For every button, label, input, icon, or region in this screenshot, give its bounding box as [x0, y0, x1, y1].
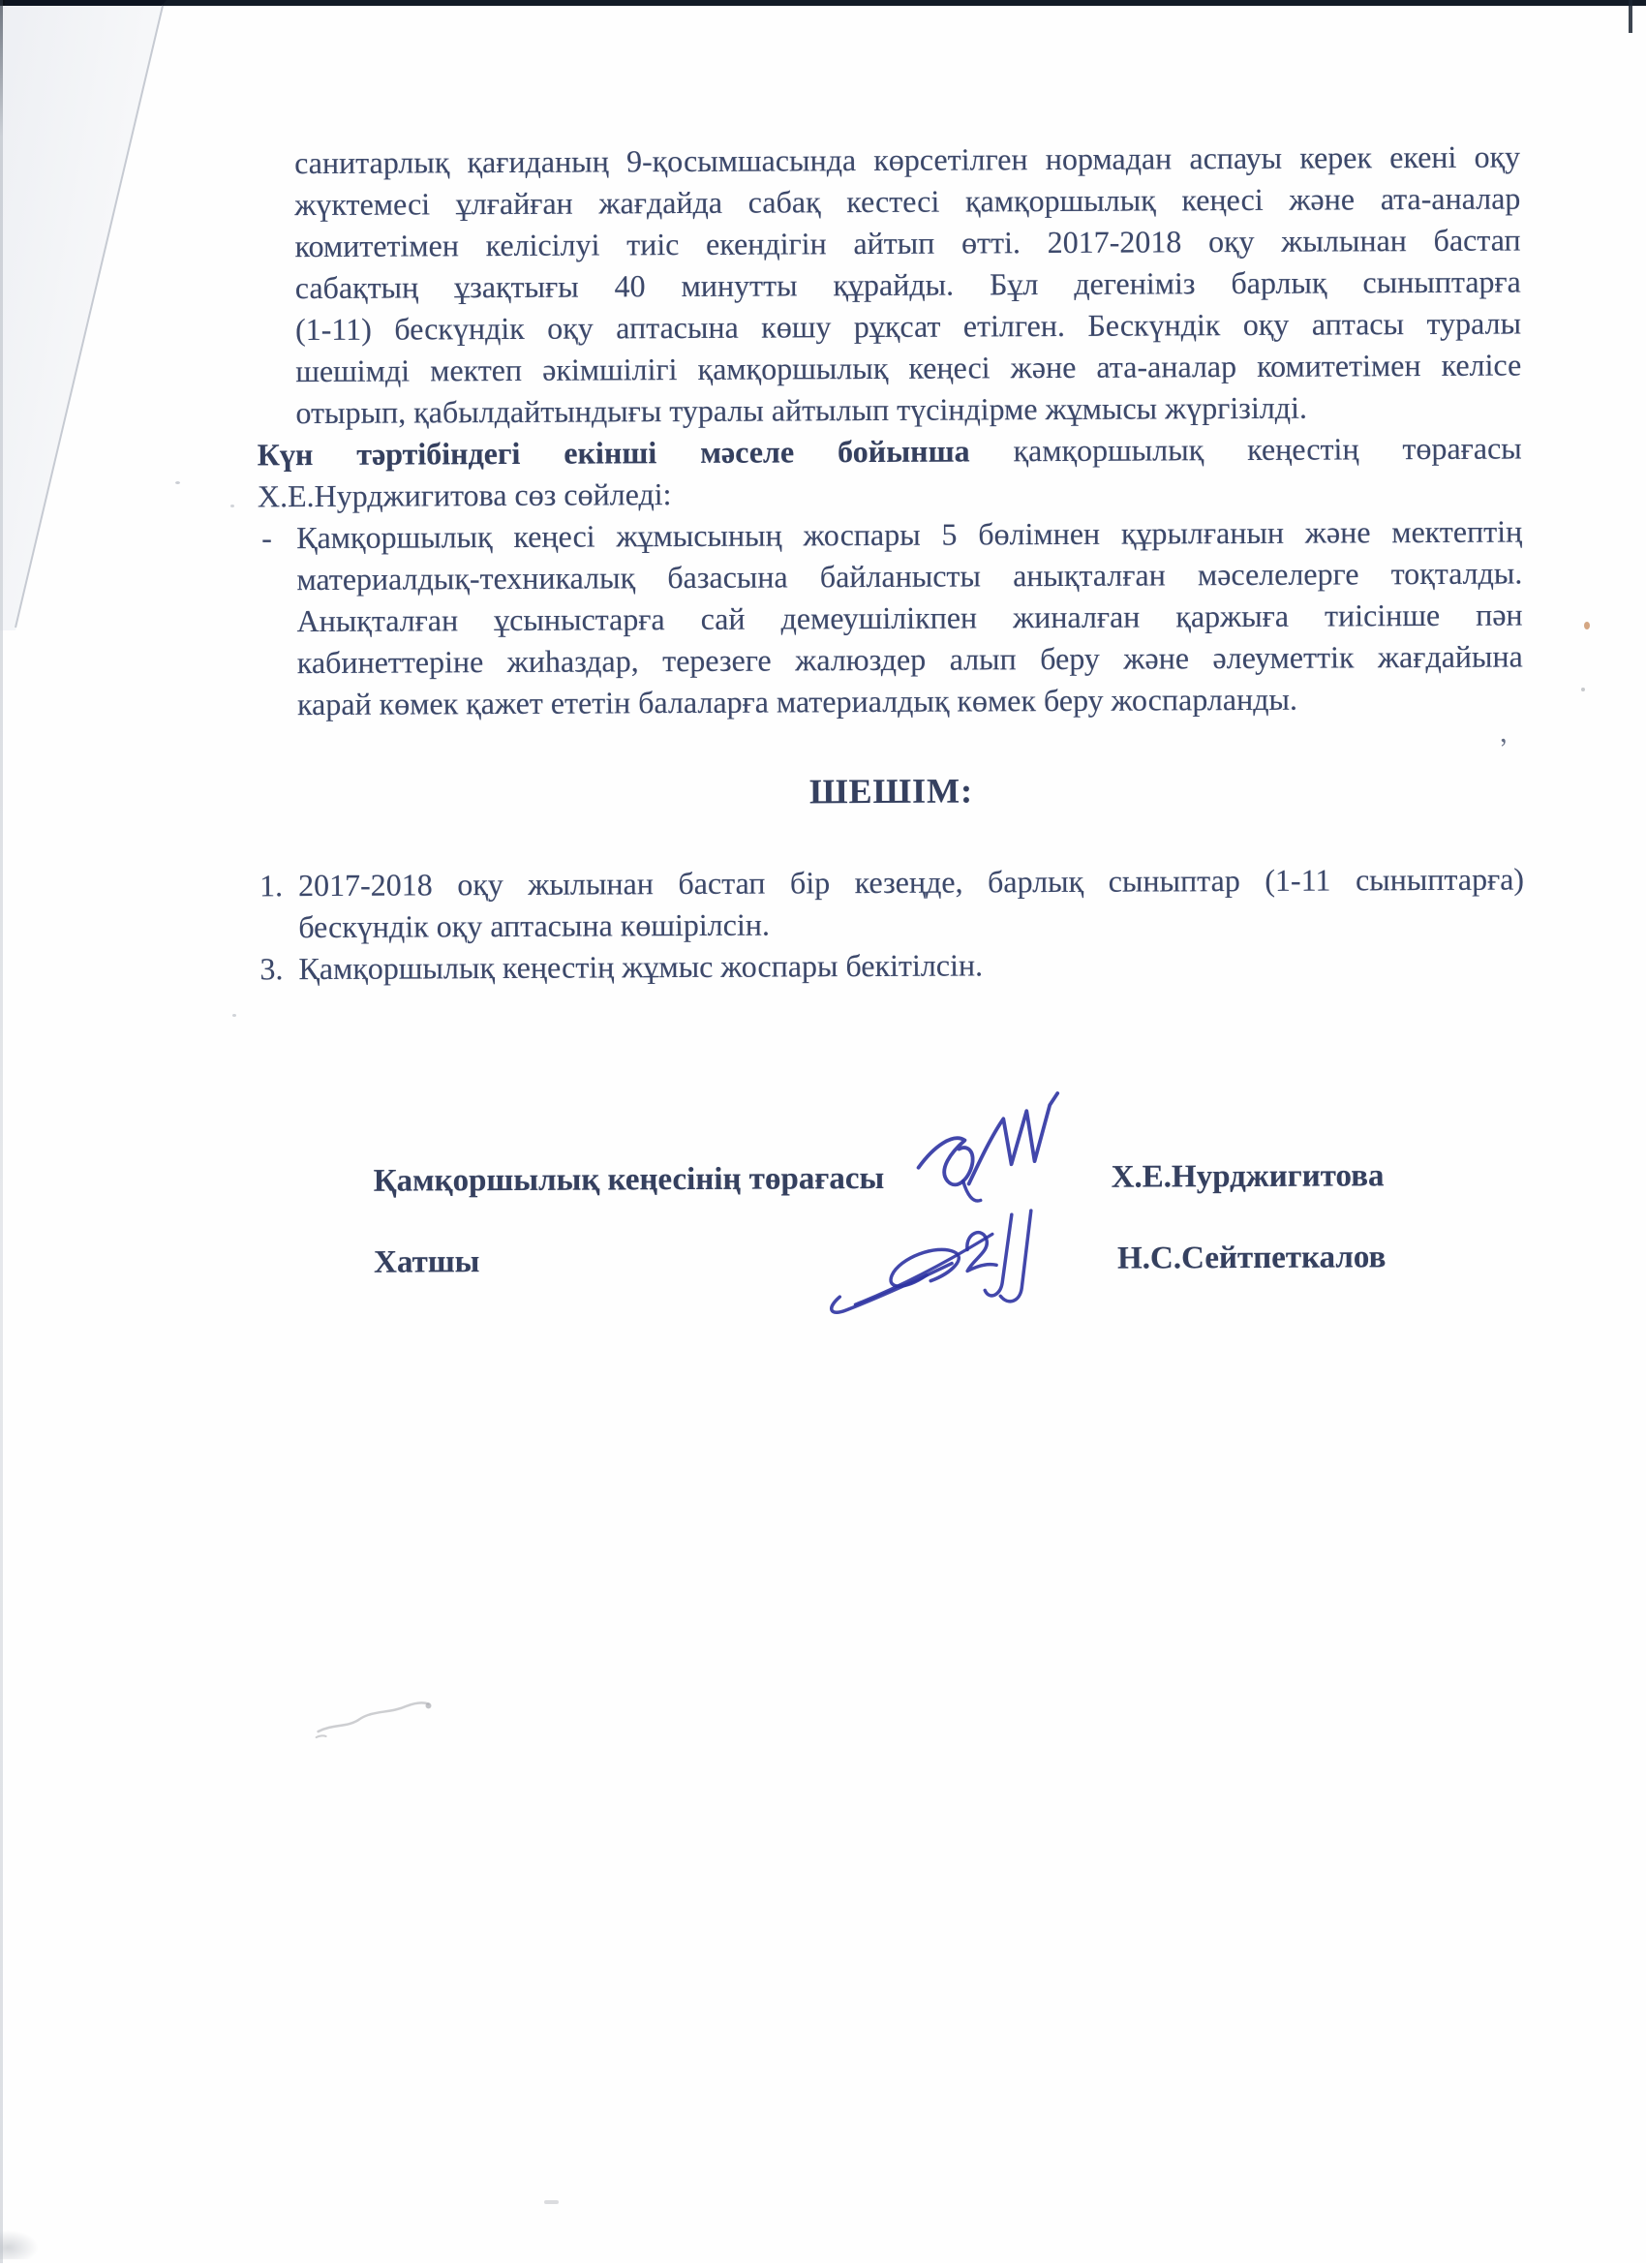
solution-heading: ШЕШІМ:	[808, 771, 974, 812]
text-column	[256, 136, 1525, 990]
agenda-rest: қамқоршылық кеңестің төрағасы	[1013, 430, 1522, 469]
signature-role-chairman: Қамқоршылық кеңесінің төрағасы	[373, 1160, 885, 1199]
text-line: комитетімен келісілуі тиіс екендігін айтып өтті. 2017-2018 оқу жылынан бастап	[294, 222, 1521, 264]
text-line: шешімді мектеп әкімшілігі қамқоршылық кеңесі және ата-аналар комитетімен келісе	[295, 347, 1522, 389]
paragraph-second-agenda	[258, 427, 1522, 517]
decision-list	[259, 858, 1525, 990]
text-line: отырып, қабылдайтындығы туралы айтылып түсіндірме жұмысы жүргізілді.	[295, 389, 1308, 431]
text-line: кабинеттеріне жиһаздар, терезеге жалюздер алып беру және әлеуметтік жағдайына	[296, 638, 1523, 681]
bullet-dash-marker: -	[261, 520, 272, 556]
signature-name-chairman: Х.Е.Нурджигитова	[1111, 1158, 1385, 1195]
signature-name-secretary: Н.С.Сейтпеткалов	[1116, 1240, 1387, 1276]
text-line: Х.Е.Нурджигитова сөз сөйледі:	[257, 476, 672, 514]
text-line: Қамқоршылық кеңестің жұмыс жоспары бекітілсін.	[298, 947, 984, 987]
text-line: материалдық-техникалық базасына байланысты анықталған мәселелерге тоқталды.	[296, 555, 1523, 598]
agenda-bold-lead: Күн тәртібіндегі екінші мәселе бойынша	[257, 433, 970, 473]
decision-number: 1.	[259, 868, 284, 904]
text-line: карай көмек қажет ететін балаларға материалдық көмек беру жоспарланды.	[296, 681, 1298, 722]
decision-item-1	[259, 858, 1524, 948]
decision-number: 3.	[259, 951, 284, 987]
secretary-signature	[822, 1201, 1113, 1321]
decision-item-3	[259, 941, 1524, 990]
bullet-item-plan	[258, 510, 1523, 725]
text-line: (1-11) бескүндік оқу аптасына көшу рұқсат етілген. Бескүндік оқу аптасы туралы	[294, 305, 1522, 348]
text-line: Қамқоршылық кеңесі жұмысының жоспары 5 бөлімнен құрылғанын және мектептің	[296, 513, 1523, 556]
text-line: 2017-2018 оқу жылынан бастап бір кезеңде, барлық сыныптар (1-11 сыныптарға)	[297, 861, 1525, 904]
text-line: Анықталған ұсыныстарға сай демеушілікпен жиналған қаржыға тиісінше пән	[296, 597, 1523, 639]
signature-role-secretary: Хатшы	[373, 1244, 480, 1280]
stray-ink-mark: ,	[1496, 716, 1509, 750]
text-line	[258, 427, 1522, 475]
paragraph-study-load	[256, 136, 1522, 434]
text-line: бескүндік оқу аптасына көшірілсін.	[298, 906, 771, 945]
text-line: санитарлық қағиданың 9-қосымшасында көрсетілген нормадан аспауы керек екені оқу	[294, 138, 1521, 181]
pencil-scribble	[314, 1692, 459, 1746]
chairman-signature	[908, 1089, 1117, 1214]
text-line: жүктемесі ұлғайған жағдайда сабақ кестесі қамқоршылық кеңесі және ата-аналар	[294, 180, 1521, 223]
text-line: сабақтың ұзақтығы 40 минутты құрайды. Бұл дегеніміз барлық сыныптарға	[294, 263, 1521, 306]
